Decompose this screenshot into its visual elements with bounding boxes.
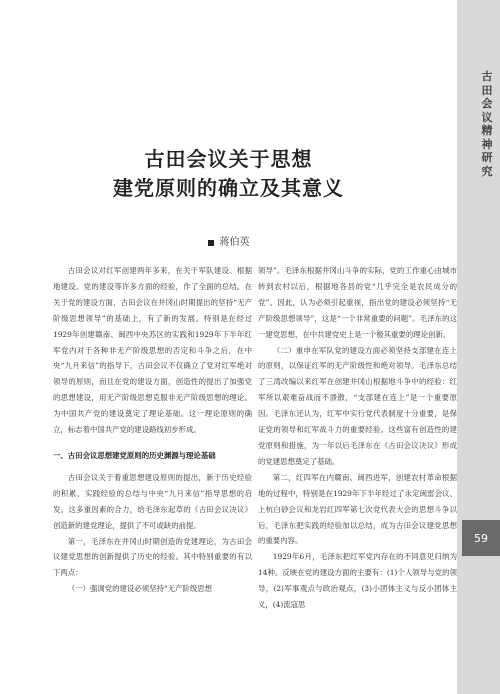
author-bullet-icon — [208, 240, 214, 246]
left-column — [53, 263, 252, 597]
paragraph: （一）强调党的建设必须坚持“无产阶级思想 — [67, 584, 212, 594]
author-line — [0, 233, 457, 248]
page-number: 59 — [462, 520, 500, 556]
paragraph: 第二，红四军在内赣南、闽西进军，创建农村革命根据地的过程中，特别是在1929年下半年经过了永定闽雷会议、上杭白砂会议和龙岩红四军第七次党代表大会的思想斗争以后，毛泽东把实践的经验加以总结，成为古田会议建党思想的重要内容。 — [258, 472, 457, 546]
paragraph: 第一，毛泽东在井冈山时期创造的党建理论，为古田会议建党思想的创新提供了历史的经验。其中特别重要的有以下两点： — [53, 536, 252, 578]
sidebar-strip — [457, 0, 500, 694]
column-title: 古田会议精神研究 — [481, 70, 493, 178]
section-heading: 一、古田会议思想建党原则的历史渊源与理论基础 — [53, 450, 216, 460]
article-title-line2: 建党原则的确立及其意义 — [113, 176, 344, 200]
author-name: 蒋伯英 — [219, 237, 250, 248]
paragraph: 古田会议关于着重思想建设原则的提出，新于历史经验的积累、实践经验的总结与中央“九月来信”指导思想的启发。这多重因素的合力，给毛泽东起草的《古田会议决议》创造新的建党理论，提供了不可或缺的前提。 — [53, 472, 252, 530]
article-title-line1: 古田会议关于思想 — [144, 147, 313, 171]
paragraph: （二）重申在军队党的建设方面必须坚持支部建在连上的原则，以保证红军的无产阶级性和绝对领导。毛泽东总结了三湾改编以来红军在创建井冈山根据地斗争中的经验：红军所以艰难奋战而不溃散，“支部建在连上”是一个重要原因。毛泽东还认为，红军中实行党代表制度十分重要，是保证党的领导和红军战斗力的重要经验。这些富有创造性的建党原则和措施，为一年以后毛泽东在《古田会议决议》形成的党建思想奠定了基础。 — [258, 345, 457, 466]
right-column — [258, 263, 457, 613]
paragraph: 1929年6月，毛泽东把红军党内存在的不同意见归纳为14种。反映在党的建设方面的主要有：(1)个人领导与党的领导，(2)军事观点与政治观点，(3)小团体主义与反小团体主义，(4)流寇思 — [258, 552, 457, 610]
paragraph: 古田会议对红军创建两年多来，在关于军队建设、根据地建设、党的建设等许多方面的经验，作了全面的总结。在关于党的建设方面，古田会议在井冈山时期提出的坚持“无产阶级思想领导”的基础上，有了新的发展。特别是在经过1929年创建赣南、闽西中央苏区的实践和1929年下半年红军党内对于各种非无产阶级思想的否定和斗争之后，在中央“九月来信”的指导下，古田会议不仅确立了党对红军绝对领导的原则，而且在党的建设方面，创造性的提出了加强党的思想建设，用无产阶级思想克服非无产阶级思想的理论。为中国共产党的建设奠定了理论基础。这一理论原则的确立，标志着中国共产党的建设路线初步形成。 — [53, 266, 252, 435]
paragraph: 领导”。毛泽东根据井冈山斗争的实际，党的工作重心由城市转到农村以后，根据地各县的党“几乎完全是农民成分的党”。因此，认为必须引起重视，指出党的建设必须坚持“无产阶级思想领导”，这是“一个非常重要的问题”。毛泽东的这一建党思想，在中共建党史上是一个极其重要的理论创新。 — [258, 266, 457, 339]
